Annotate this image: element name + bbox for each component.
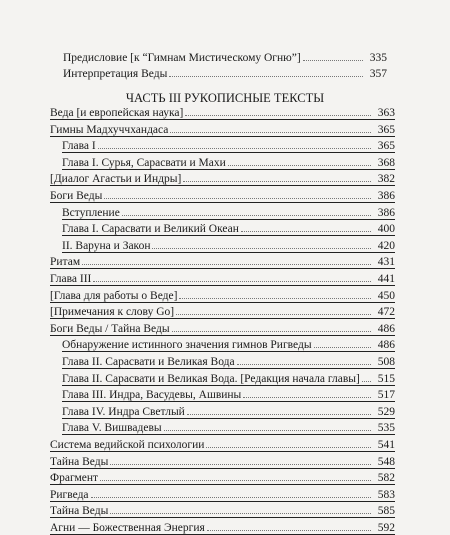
toc-rule-line bbox=[50, 268, 395, 269]
toc-leader-dots bbox=[185, 106, 371, 116]
toc-entry bbox=[0, 521, 450, 535]
toc-entry bbox=[0, 156, 450, 170]
toc-entry bbox=[0, 67, 450, 81]
toc-entry bbox=[0, 338, 450, 352]
toc-entry bbox=[0, 355, 450, 369]
toc-leader-dots bbox=[100, 471, 371, 481]
toc-entry bbox=[0, 272, 450, 286]
toc-entry bbox=[0, 405, 450, 419]
toc-rule-line bbox=[50, 468, 395, 469]
toc-entry-title: Веда [и европейская наука] bbox=[50, 107, 184, 119]
toc-entry-page: 357 bbox=[369, 68, 387, 80]
toc-entry-page: 386 bbox=[377, 206, 395, 219]
toc-leader-dots bbox=[152, 239, 371, 249]
toc-entry-title: [Примечания к слову Go] bbox=[50, 306, 175, 319]
toc-entry-page: 365 bbox=[377, 123, 395, 136]
toc-entry-page: 382 bbox=[377, 173, 395, 186]
toc-entry bbox=[0, 123, 450, 137]
toc-entry-title: Глава III. Индра, Васудевы, Ашвины bbox=[62, 389, 242, 402]
toc-entry bbox=[0, 289, 450, 303]
toc-entry bbox=[0, 255, 450, 269]
toc-rule-line bbox=[62, 169, 395, 170]
toc-leader-dots bbox=[179, 289, 371, 299]
toc-entry-title: Боги Веды / Тайна Веды bbox=[50, 322, 170, 335]
toc-entry-title: Глава II. Сарасвати и Великая Вода. [Редакция начала главы] bbox=[62, 372, 360, 385]
toc-rule-line bbox=[50, 484, 395, 485]
toc-entry bbox=[0, 139, 450, 153]
toc-entry-title: Глава I bbox=[62, 140, 96, 153]
toc-entry-page: 420 bbox=[377, 239, 395, 252]
toc-entry-title: Система ведийской психологии bbox=[50, 439, 205, 451]
toc-entry bbox=[0, 172, 450, 186]
toc-entry-page: 400 bbox=[377, 223, 395, 236]
toc-entry-page: 582 bbox=[377, 472, 395, 485]
toc-rule-line bbox=[50, 451, 395, 452]
toc-rule-line bbox=[62, 434, 395, 435]
toc-entry-title: Глава IV. Индра Светлый bbox=[62, 405, 185, 418]
toc-entry bbox=[0, 421, 450, 435]
toc-leader-dots bbox=[207, 521, 371, 531]
toc-entry-title: [Глава для работы о Веде] bbox=[50, 289, 178, 302]
toc-rule-line bbox=[50, 202, 395, 203]
toc-leader-dots bbox=[98, 139, 371, 149]
toc-leader-dots bbox=[172, 322, 371, 332]
toc-leader-dots bbox=[237, 355, 371, 365]
toc-entry-title: Глава I. Сарасвати и Великий Океан bbox=[62, 223, 239, 236]
toc-rule-line bbox=[62, 385, 395, 386]
toc-entry-title: Глава III bbox=[50, 273, 92, 285]
toc-rule-line bbox=[50, 318, 395, 319]
toc-leader-dots bbox=[170, 123, 371, 133]
toc-entry-page: 535 bbox=[377, 422, 395, 435]
toc-entry bbox=[0, 239, 450, 253]
toc-leader-dots bbox=[122, 206, 371, 216]
toc-entry-title: Тайна Веды bbox=[50, 505, 109, 518]
toc-entry bbox=[0, 438, 450, 452]
toc-leader-dots bbox=[241, 222, 371, 232]
toc-entry bbox=[0, 471, 450, 485]
toc-entry bbox=[0, 388, 450, 402]
toc-entry-page: 368 bbox=[377, 156, 395, 169]
toc-entry-page: 335 bbox=[369, 52, 387, 64]
part-heading: ЧАСТЬ III РУКОПИСНЫЕ ТЕКСТЫ bbox=[125, 91, 325, 105]
toc-entry bbox=[0, 222, 450, 236]
toc-rule-line bbox=[62, 418, 395, 419]
toc-leader-dots bbox=[104, 189, 371, 199]
toc-entry-page: 472 bbox=[377, 306, 395, 319]
toc-rule-line bbox=[62, 401, 395, 402]
toc-entry bbox=[0, 504, 450, 518]
toc-rule-line bbox=[50, 335, 395, 336]
toc-entry-title: Вступление bbox=[62, 206, 120, 219]
toc-rule-line bbox=[62, 152, 395, 153]
toc-leader-dots bbox=[303, 51, 363, 61]
toc-entry-title: Предисловие [к “Гимнам Мистическому Огню”] bbox=[63, 52, 301, 64]
toc-entry-page: 529 bbox=[377, 405, 395, 418]
toc-entry-title: Обнаружение истинного значения гимнов Ригведы bbox=[62, 339, 312, 352]
toc-entry-page: 583 bbox=[377, 488, 395, 501]
toc-entry bbox=[0, 322, 450, 336]
toc-leader-dots bbox=[206, 438, 371, 448]
toc-entry-page: 585 bbox=[377, 505, 395, 518]
toc-entry-title: Ригведа bbox=[50, 488, 89, 501]
toc-entry-page: 486 bbox=[377, 322, 395, 335]
toc-leader-dots bbox=[82, 255, 371, 265]
toc-entry-title: Глава V. Вишвадевы bbox=[62, 422, 162, 435]
toc-entry-title: Гимны Мадхуччхандаса bbox=[50, 123, 169, 136]
toc-rule-line bbox=[62, 252, 395, 253]
toc-entry-title: Глава I. Сурья, Сарасвати и Махи bbox=[62, 156, 226, 169]
toc-rule-line bbox=[50, 136, 395, 137]
toc-leader-dots bbox=[243, 388, 371, 398]
toc-leader-dots bbox=[110, 504, 371, 514]
toc-leader-dots bbox=[228, 156, 371, 166]
toc-entry bbox=[0, 488, 450, 502]
toc-entry bbox=[0, 189, 450, 203]
toc-entry-page: 517 bbox=[377, 389, 395, 402]
toc-entry-title: [Диалог Агастьи и Индры] bbox=[50, 173, 182, 186]
toc-entry-title: Интерпретация Веды bbox=[63, 68, 168, 80]
toc-entry-page: 548 bbox=[377, 455, 395, 468]
toc-rule-line bbox=[50, 185, 395, 186]
toc-entry-page: 450 bbox=[377, 289, 395, 302]
toc-leader-dots bbox=[93, 272, 371, 282]
toc-rule-line bbox=[50, 302, 395, 303]
toc-leader-dots bbox=[176, 305, 371, 315]
toc-entry-page: 486 bbox=[377, 339, 395, 352]
toc-entry-page: 592 bbox=[377, 522, 395, 534]
toc-entry-page: 541 bbox=[377, 439, 395, 451]
toc-rule-line bbox=[62, 235, 395, 236]
toc-leader-dots bbox=[362, 372, 371, 382]
toc-entry bbox=[0, 106, 450, 120]
toc-leader-dots bbox=[164, 421, 371, 431]
toc-entry-page: 365 bbox=[377, 140, 395, 153]
toc-entry bbox=[0, 455, 450, 469]
toc-rule-line bbox=[62, 219, 395, 220]
toc-rule-line bbox=[62, 368, 395, 369]
toc-leader-dots bbox=[183, 172, 371, 182]
toc-rule-line bbox=[62, 351, 395, 352]
toc-entry-title: II. Варуна и Закон bbox=[62, 239, 151, 252]
toc-entry bbox=[0, 51, 450, 65]
toc-entry-title: Боги Веды bbox=[50, 190, 103, 202]
toc-leader-dots bbox=[314, 338, 371, 348]
toc-rule-line bbox=[50, 517, 395, 518]
toc-entry-title: Фрагмент bbox=[50, 472, 99, 485]
toc-entry-title: Ритам bbox=[50, 256, 81, 269]
toc-entry-page: 515 bbox=[377, 372, 395, 385]
toc-entry-title: Глава II. Сарасвати и Великая Вода bbox=[62, 356, 235, 368]
toc-rule-line bbox=[50, 501, 395, 502]
toc-entry-title: Агни — Божественная Энергия bbox=[50, 522, 205, 534]
toc-rule-line bbox=[50, 119, 395, 120]
toc-entry-title: Тайна Веды bbox=[50, 455, 109, 468]
toc-entry-page: 386 bbox=[377, 190, 395, 202]
toc-leader-dots bbox=[187, 405, 371, 415]
toc-entry bbox=[0, 305, 450, 319]
toc-entry-page: 431 bbox=[377, 256, 395, 269]
toc-leader-dots bbox=[110, 455, 371, 465]
toc-entry bbox=[0, 206, 450, 220]
toc-entry-page: 441 bbox=[377, 273, 395, 285]
toc-entry-page: 363 bbox=[377, 107, 395, 119]
toc-leader-dots bbox=[91, 488, 371, 498]
toc-rule-line bbox=[50, 285, 395, 286]
toc-entry bbox=[0, 372, 450, 386]
toc-entry-page: 508 bbox=[377, 356, 395, 368]
toc-leader-dots bbox=[169, 67, 363, 77]
